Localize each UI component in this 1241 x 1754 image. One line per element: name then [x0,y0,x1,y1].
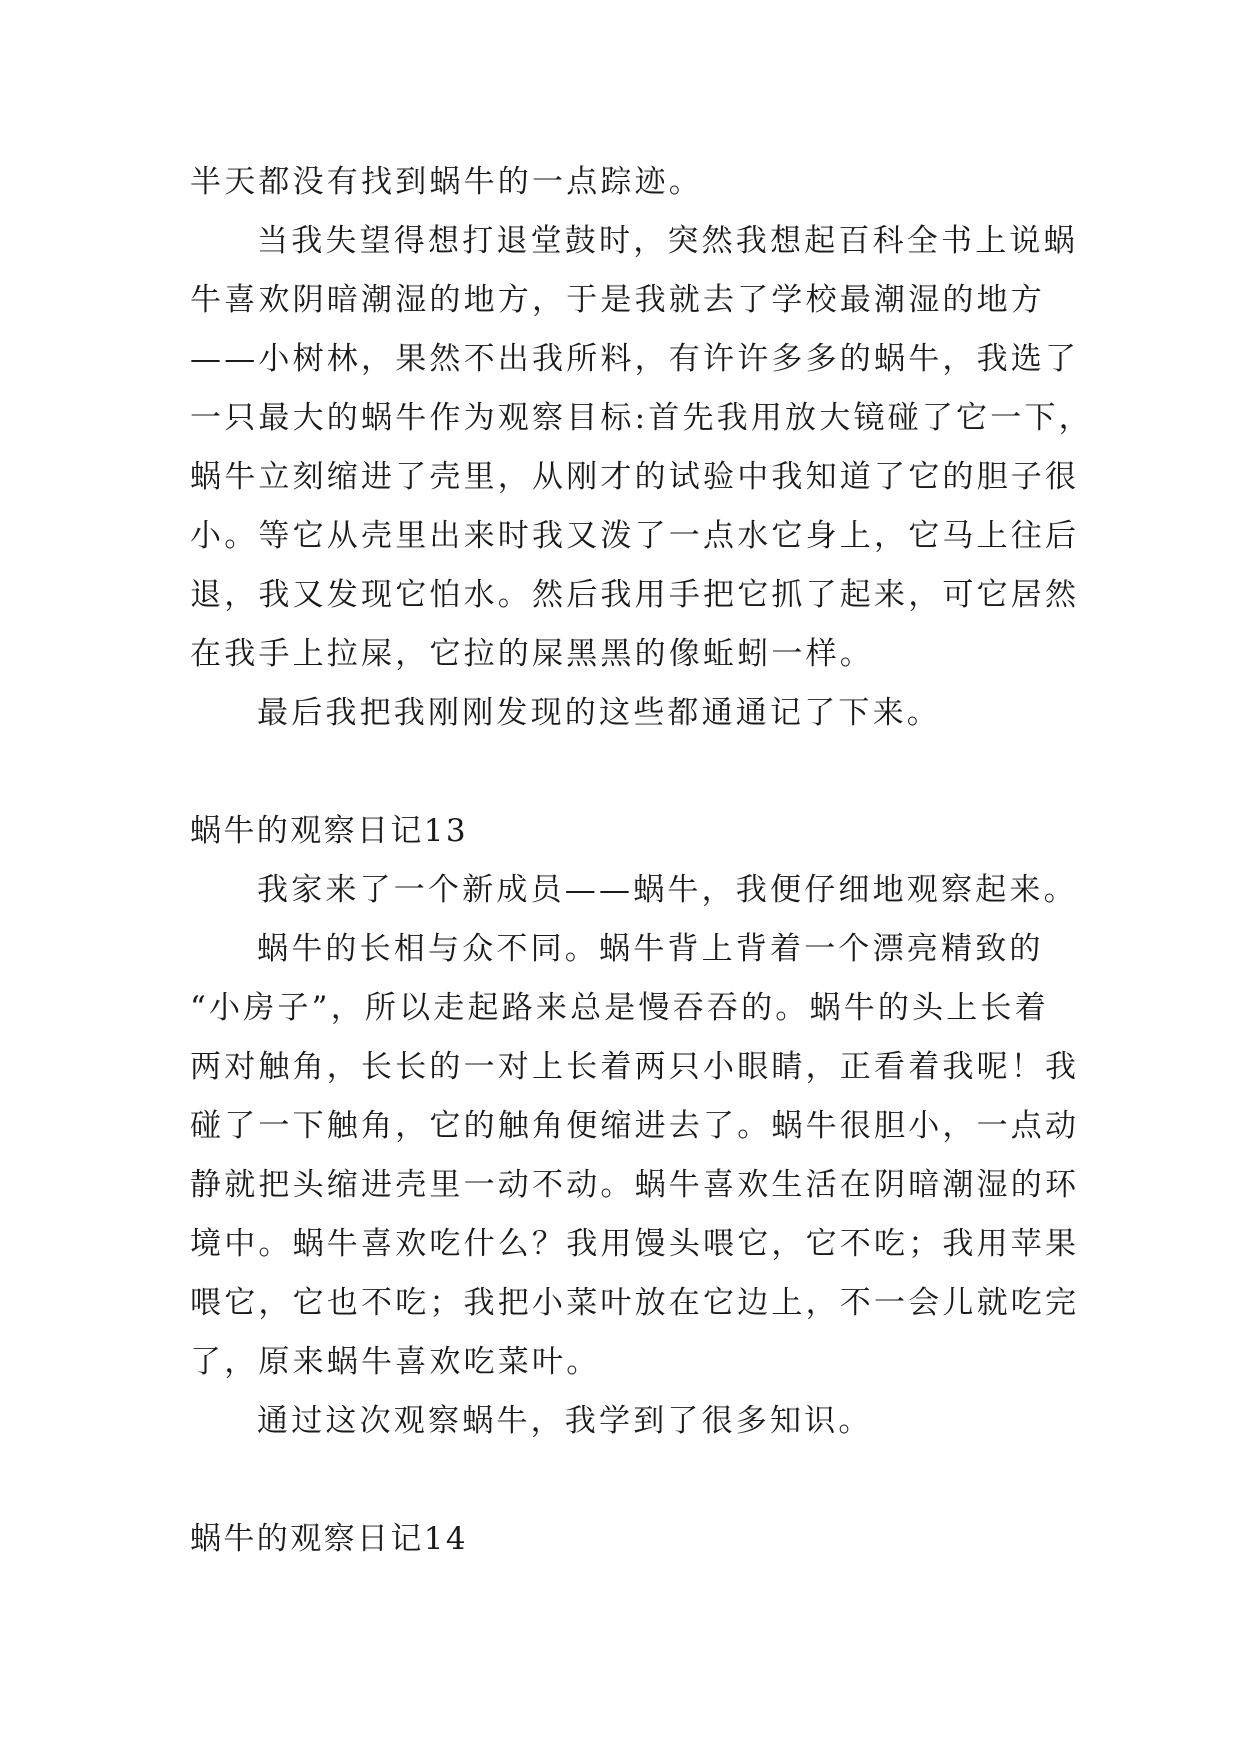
paragraph-line: 我家来了一个新成员——蜗牛，我便仔细地观察起来。 [257,872,1078,908]
paragraph-line: 退，我又发现它怕水。然后我用手把它抓了起来，可它居然 [190,577,1080,613]
paragraph-line: 一只最大的蜗牛作为观察目标:首先我用放大镜碰了它一下， [190,400,1093,436]
paragraph-line: 喂它，它也不吃；我把小菜叶放在它边上，不一会儿就吃完 [190,1285,1080,1321]
paragraph-line: 境中。蜗牛喜欢吃什么？我用馒头喂它，它不吃；我用苹果 [190,1226,1080,1262]
paragraph-line: 蜗牛立刻缩进了壳里，从刚才的试验中我知道了它的胆子很 [190,459,1080,495]
paragraph-line: 在我手上拉屎，它拉的屎黑黑的像蚯蚓一样。 [190,636,874,672]
paragraph-line: 两对触角，长长的一对上长着两只小眼睛，正看着我呢！我 [190,1049,1080,1085]
paragraph-line: 蜗牛的长相与众不同。蜗牛背上背着一个漂亮精致的 [257,931,1044,967]
paragraph-line: 通过这次观察蜗牛，我学到了很多知识。 [257,1403,873,1439]
paragraph-line: 最后我把我刚刚发现的这些都通通记了下来。 [257,695,941,731]
paragraph-line: 碰了一下触角，它的触角便缩进去了。蜗牛很胆小，一点动 [190,1108,1080,1144]
paragraph-line: “小房子”，所以走起路来总是慢吞吞的。蜗牛的头上长着 [190,990,1049,1026]
section-heading: 蜗牛的观察日记14 [190,1521,469,1557]
section-heading: 蜗牛的观察日记13 [190,813,469,849]
paragraph-line: ——小树林，果然不出我所料，有许许多多的蜗牛，我选了 [190,341,1080,377]
paragraph-line: 小。等它从壳里出来时我又泼了一点水它身上，它马上往后 [190,518,1080,554]
paragraph-line: 静就把头缩进壳里一动不动。蜗牛喜欢生活在阴暗潮湿的环 [190,1167,1080,1203]
paragraph-line: 了，原来蜗牛喜欢吃菜叶。 [190,1344,601,1380]
paragraph-line: 半天都没有找到蜗牛的一点踪迹。 [190,164,703,200]
paragraph-line: 牛喜欢阴暗潮湿的地方，于是我就去了学校最潮湿的地方 [190,282,1045,318]
paragraph-line: 当我失望得想打退堂鼓时，突然我想起百科全书上说蜗 [257,223,1078,259]
